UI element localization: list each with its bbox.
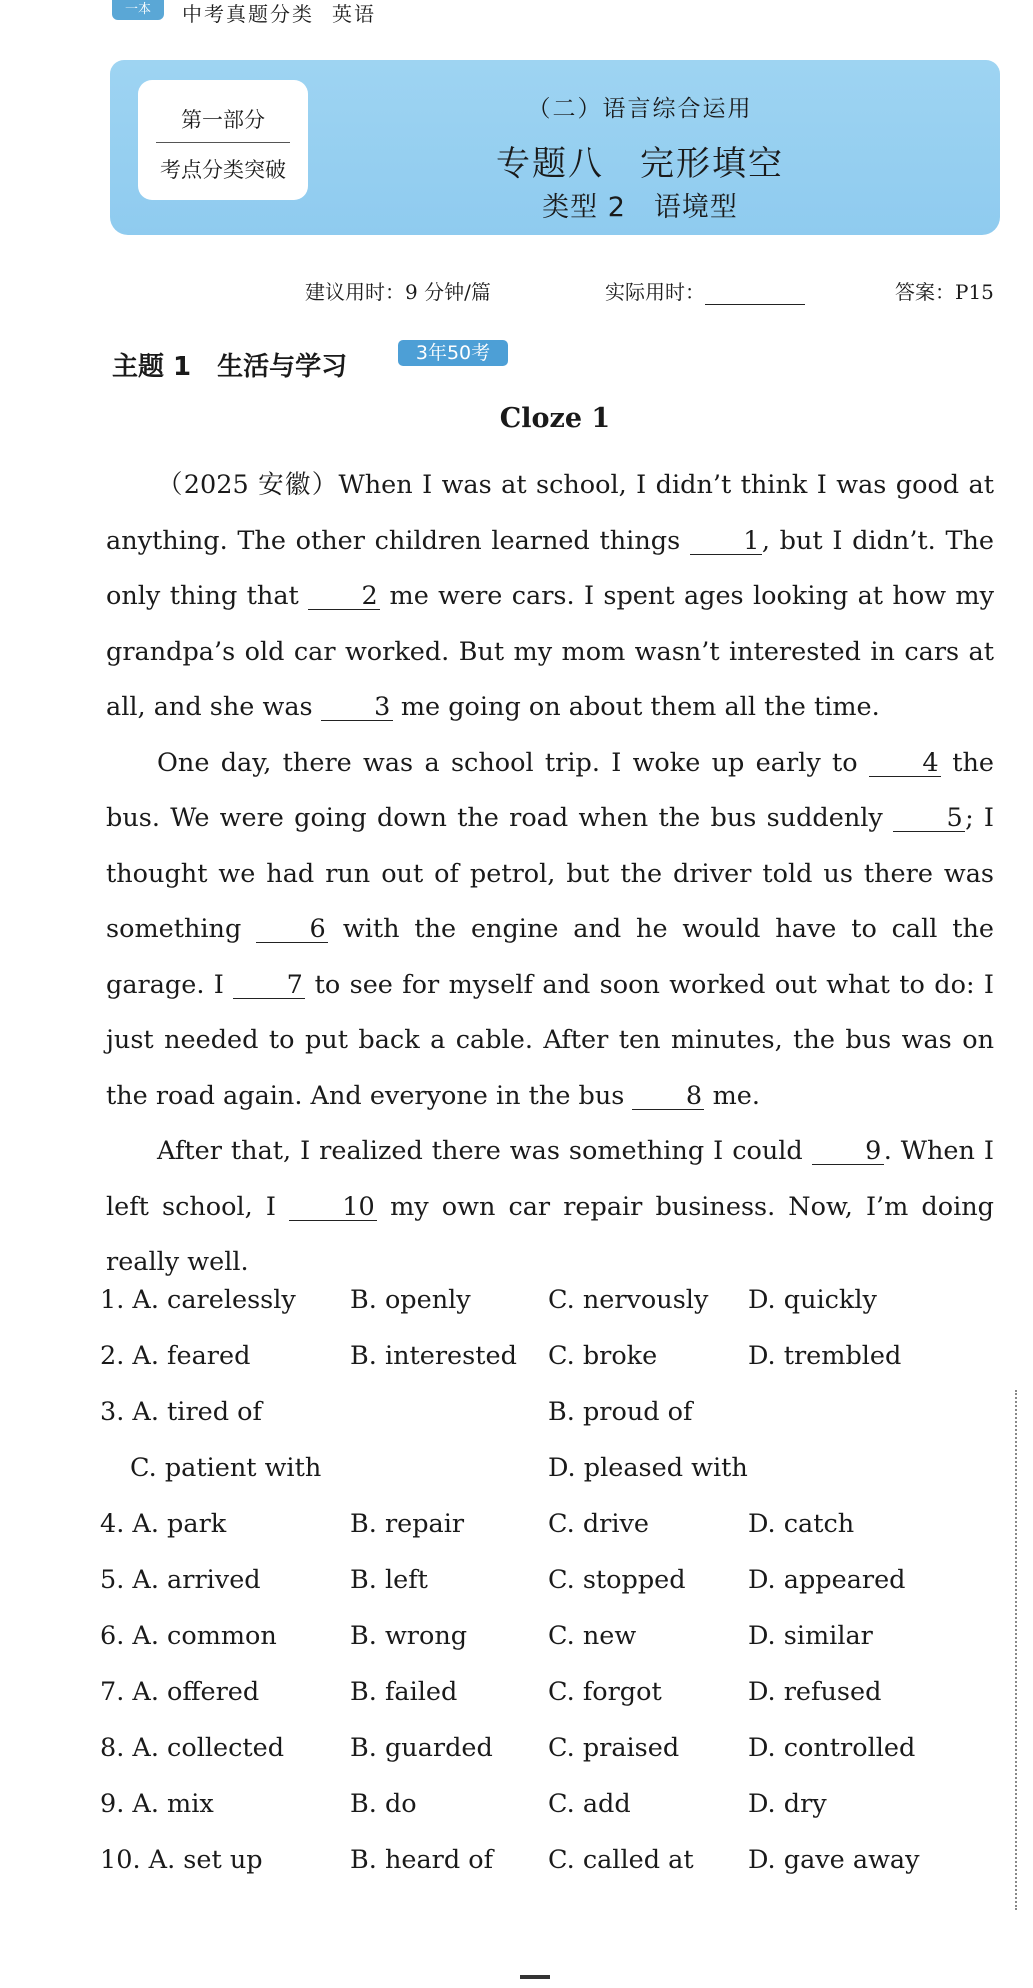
header-title bbox=[182, 0, 376, 27]
answer-options bbox=[100, 1285, 1000, 1901]
cloze-title: Cloze 1 bbox=[499, 403, 611, 434]
blank-8[interactable]: 8 bbox=[632, 1083, 704, 1110]
option[interactable]: B. heard of bbox=[350, 1845, 494, 1875]
option[interactable]: 4. A. park bbox=[100, 1509, 227, 1539]
option[interactable]: B. left bbox=[350, 1565, 428, 1595]
option[interactable]: D. appeared bbox=[748, 1565, 906, 1595]
blank-2[interactable]: 2 bbox=[308, 583, 380, 610]
option-row-3b bbox=[100, 1453, 1000, 1509]
option[interactable]: C. stopped bbox=[548, 1565, 686, 1595]
blank-1[interactable]: 1 bbox=[690, 528, 762, 555]
text-run: One day, there was a school trip. I woke up early to bbox=[157, 747, 869, 778]
option-row-4 bbox=[100, 1509, 1000, 1565]
part-description: 考点分类突破 bbox=[160, 158, 286, 182]
option[interactable]: C. praised bbox=[548, 1733, 680, 1763]
option[interactable]: D. gave away bbox=[748, 1845, 920, 1875]
blank-9[interactable]: 9 bbox=[812, 1138, 884, 1165]
option[interactable]: B. wrong bbox=[350, 1621, 468, 1651]
option[interactable]: 7. A. offered bbox=[100, 1677, 260, 1707]
option[interactable]: D. trembled bbox=[748, 1341, 902, 1371]
option[interactable]: C. new bbox=[548, 1621, 637, 1651]
text-run: me were cars. I spent ages looking at how my grandpa’s old car worked. But my mom wasn’t interested in cars at all, and she was bbox=[106, 581, 994, 722]
blank-7[interactable]: 7 bbox=[233, 972, 305, 999]
page-header bbox=[0, 0, 1033, 30]
paragraph-2 bbox=[106, 736, 994, 1125]
option[interactable]: D. pleased with bbox=[548, 1453, 748, 1483]
option[interactable]: 2. A. feared bbox=[100, 1341, 251, 1371]
option[interactable]: 9. A. mix bbox=[100, 1789, 214, 1819]
subject-name: 英语 bbox=[332, 2, 376, 26]
series-badge: 一本 bbox=[112, 0, 164, 20]
series-name: 中考真题分类 bbox=[182, 2, 314, 26]
option[interactable]: B. repair bbox=[350, 1509, 465, 1539]
option-row-5 bbox=[100, 1565, 1000, 1621]
cloze-passage bbox=[106, 458, 994, 1291]
banner-type: 类型 2 语境型 bbox=[542, 192, 738, 223]
text-run: the bus. We were going down the road when the bus suddenly bbox=[106, 747, 995, 833]
text-run: me going on about them all the time. bbox=[392, 692, 880, 722]
text-run: me. bbox=[704, 1080, 760, 1111]
actual-time-label: 实际用时： bbox=[605, 280, 705, 304]
option[interactable]: D. catch bbox=[748, 1509, 855, 1539]
blank-3[interactable]: 3 bbox=[321, 694, 393, 721]
topic-number: 主题 1 bbox=[112, 352, 192, 382]
option[interactable]: 3. A. tired of bbox=[100, 1397, 262, 1427]
text-run: ; I thought we had run out of petrol, but the driver told us there was something bbox=[106, 803, 994, 944]
blank-4[interactable]: 4 bbox=[869, 750, 941, 777]
text-run: . When I left school, I bbox=[106, 1136, 994, 1222]
option[interactable]: B. openly bbox=[350, 1285, 471, 1315]
paragraph-1 bbox=[106, 458, 994, 736]
option[interactable]: C. called at bbox=[548, 1845, 694, 1875]
option[interactable]: B. proud of bbox=[548, 1397, 693, 1427]
option[interactable]: C. forgot bbox=[548, 1677, 662, 1707]
frequency-tag: 3年50考 bbox=[398, 340, 508, 366]
blank-6[interactable]: 6 bbox=[256, 916, 328, 943]
blank-10[interactable]: 10 bbox=[289, 1194, 377, 1221]
option[interactable]: D. controlled bbox=[748, 1733, 916, 1763]
option[interactable]: D. dry bbox=[748, 1789, 827, 1819]
banner-subtitle: （二）语言综合运用 bbox=[527, 96, 753, 122]
text-run: （2025 安徽）When I was at school, I didn’t think I was good at anything. The other children learned things bbox=[106, 470, 994, 556]
option[interactable]: D. similar bbox=[748, 1621, 873, 1651]
option[interactable]: C. patient with bbox=[130, 1453, 322, 1483]
text-run: to see for myself and soon worked out what to do: I just needed to put back a cable. After ten minutes, the bus was on the road again. And everyone in the bus bbox=[106, 969, 994, 1111]
option[interactable]: B. guarded bbox=[350, 1733, 493, 1763]
text-run: , but I didn’t. The only thing that bbox=[106, 525, 994, 611]
option[interactable]: 1. A. carelessly bbox=[100, 1285, 296, 1315]
option[interactable]: 5. A. arrived bbox=[100, 1565, 261, 1595]
option[interactable]: C. add bbox=[548, 1789, 631, 1819]
paragraph-3 bbox=[106, 1124, 994, 1291]
option[interactable]: C. nervously bbox=[548, 1285, 709, 1315]
option[interactable]: B. interested bbox=[350, 1341, 517, 1371]
text-run: with the engine and he would have to call the garage. I bbox=[106, 914, 994, 1000]
page-edge-dotted-line bbox=[1015, 1390, 1017, 1910]
option[interactable]: 8. A. collected bbox=[100, 1733, 285, 1763]
option[interactable]: 10. A. set up bbox=[100, 1845, 263, 1875]
option-row-9 bbox=[100, 1789, 1000, 1845]
actual-time-blank[interactable] bbox=[705, 288, 805, 305]
text-run: my own car repair business. Now, I’m doing really well. bbox=[106, 1191, 994, 1277]
blank-5[interactable]: 5 bbox=[893, 805, 965, 832]
option-row-7 bbox=[100, 1677, 1000, 1733]
option[interactable]: C. broke bbox=[548, 1341, 658, 1371]
answer-reference: 答案：P15 bbox=[895, 280, 994, 304]
banner-title: 专题八 完形填空 bbox=[496, 144, 784, 184]
actual-time bbox=[605, 276, 805, 305]
part-label: 第一部分 bbox=[181, 108, 265, 132]
option-row-8 bbox=[100, 1733, 1000, 1789]
section-banner bbox=[110, 60, 1000, 235]
option[interactable]: D. refused bbox=[748, 1677, 882, 1707]
topic-name: 生活与学习 bbox=[217, 352, 348, 382]
option-row-6 bbox=[100, 1621, 1000, 1677]
option-row-1 bbox=[100, 1285, 1000, 1341]
bottom-mark bbox=[520, 1975, 550, 1979]
option[interactable]: B. failed bbox=[350, 1677, 458, 1707]
option[interactable]: C. drive bbox=[548, 1509, 649, 1539]
option-row-10 bbox=[100, 1845, 1000, 1901]
option[interactable]: D. quickly bbox=[748, 1285, 877, 1315]
option-row-2 bbox=[100, 1341, 1000, 1397]
option[interactable]: B. do bbox=[350, 1789, 417, 1819]
option-row-3a bbox=[100, 1397, 1000, 1453]
text-run: After that, I realized there was something I could bbox=[157, 1136, 812, 1166]
option[interactable]: 6. A. common bbox=[100, 1621, 277, 1651]
topic-heading bbox=[112, 346, 347, 383]
suggested-time: 建议用时：9 分钟/篇 bbox=[305, 280, 491, 304]
